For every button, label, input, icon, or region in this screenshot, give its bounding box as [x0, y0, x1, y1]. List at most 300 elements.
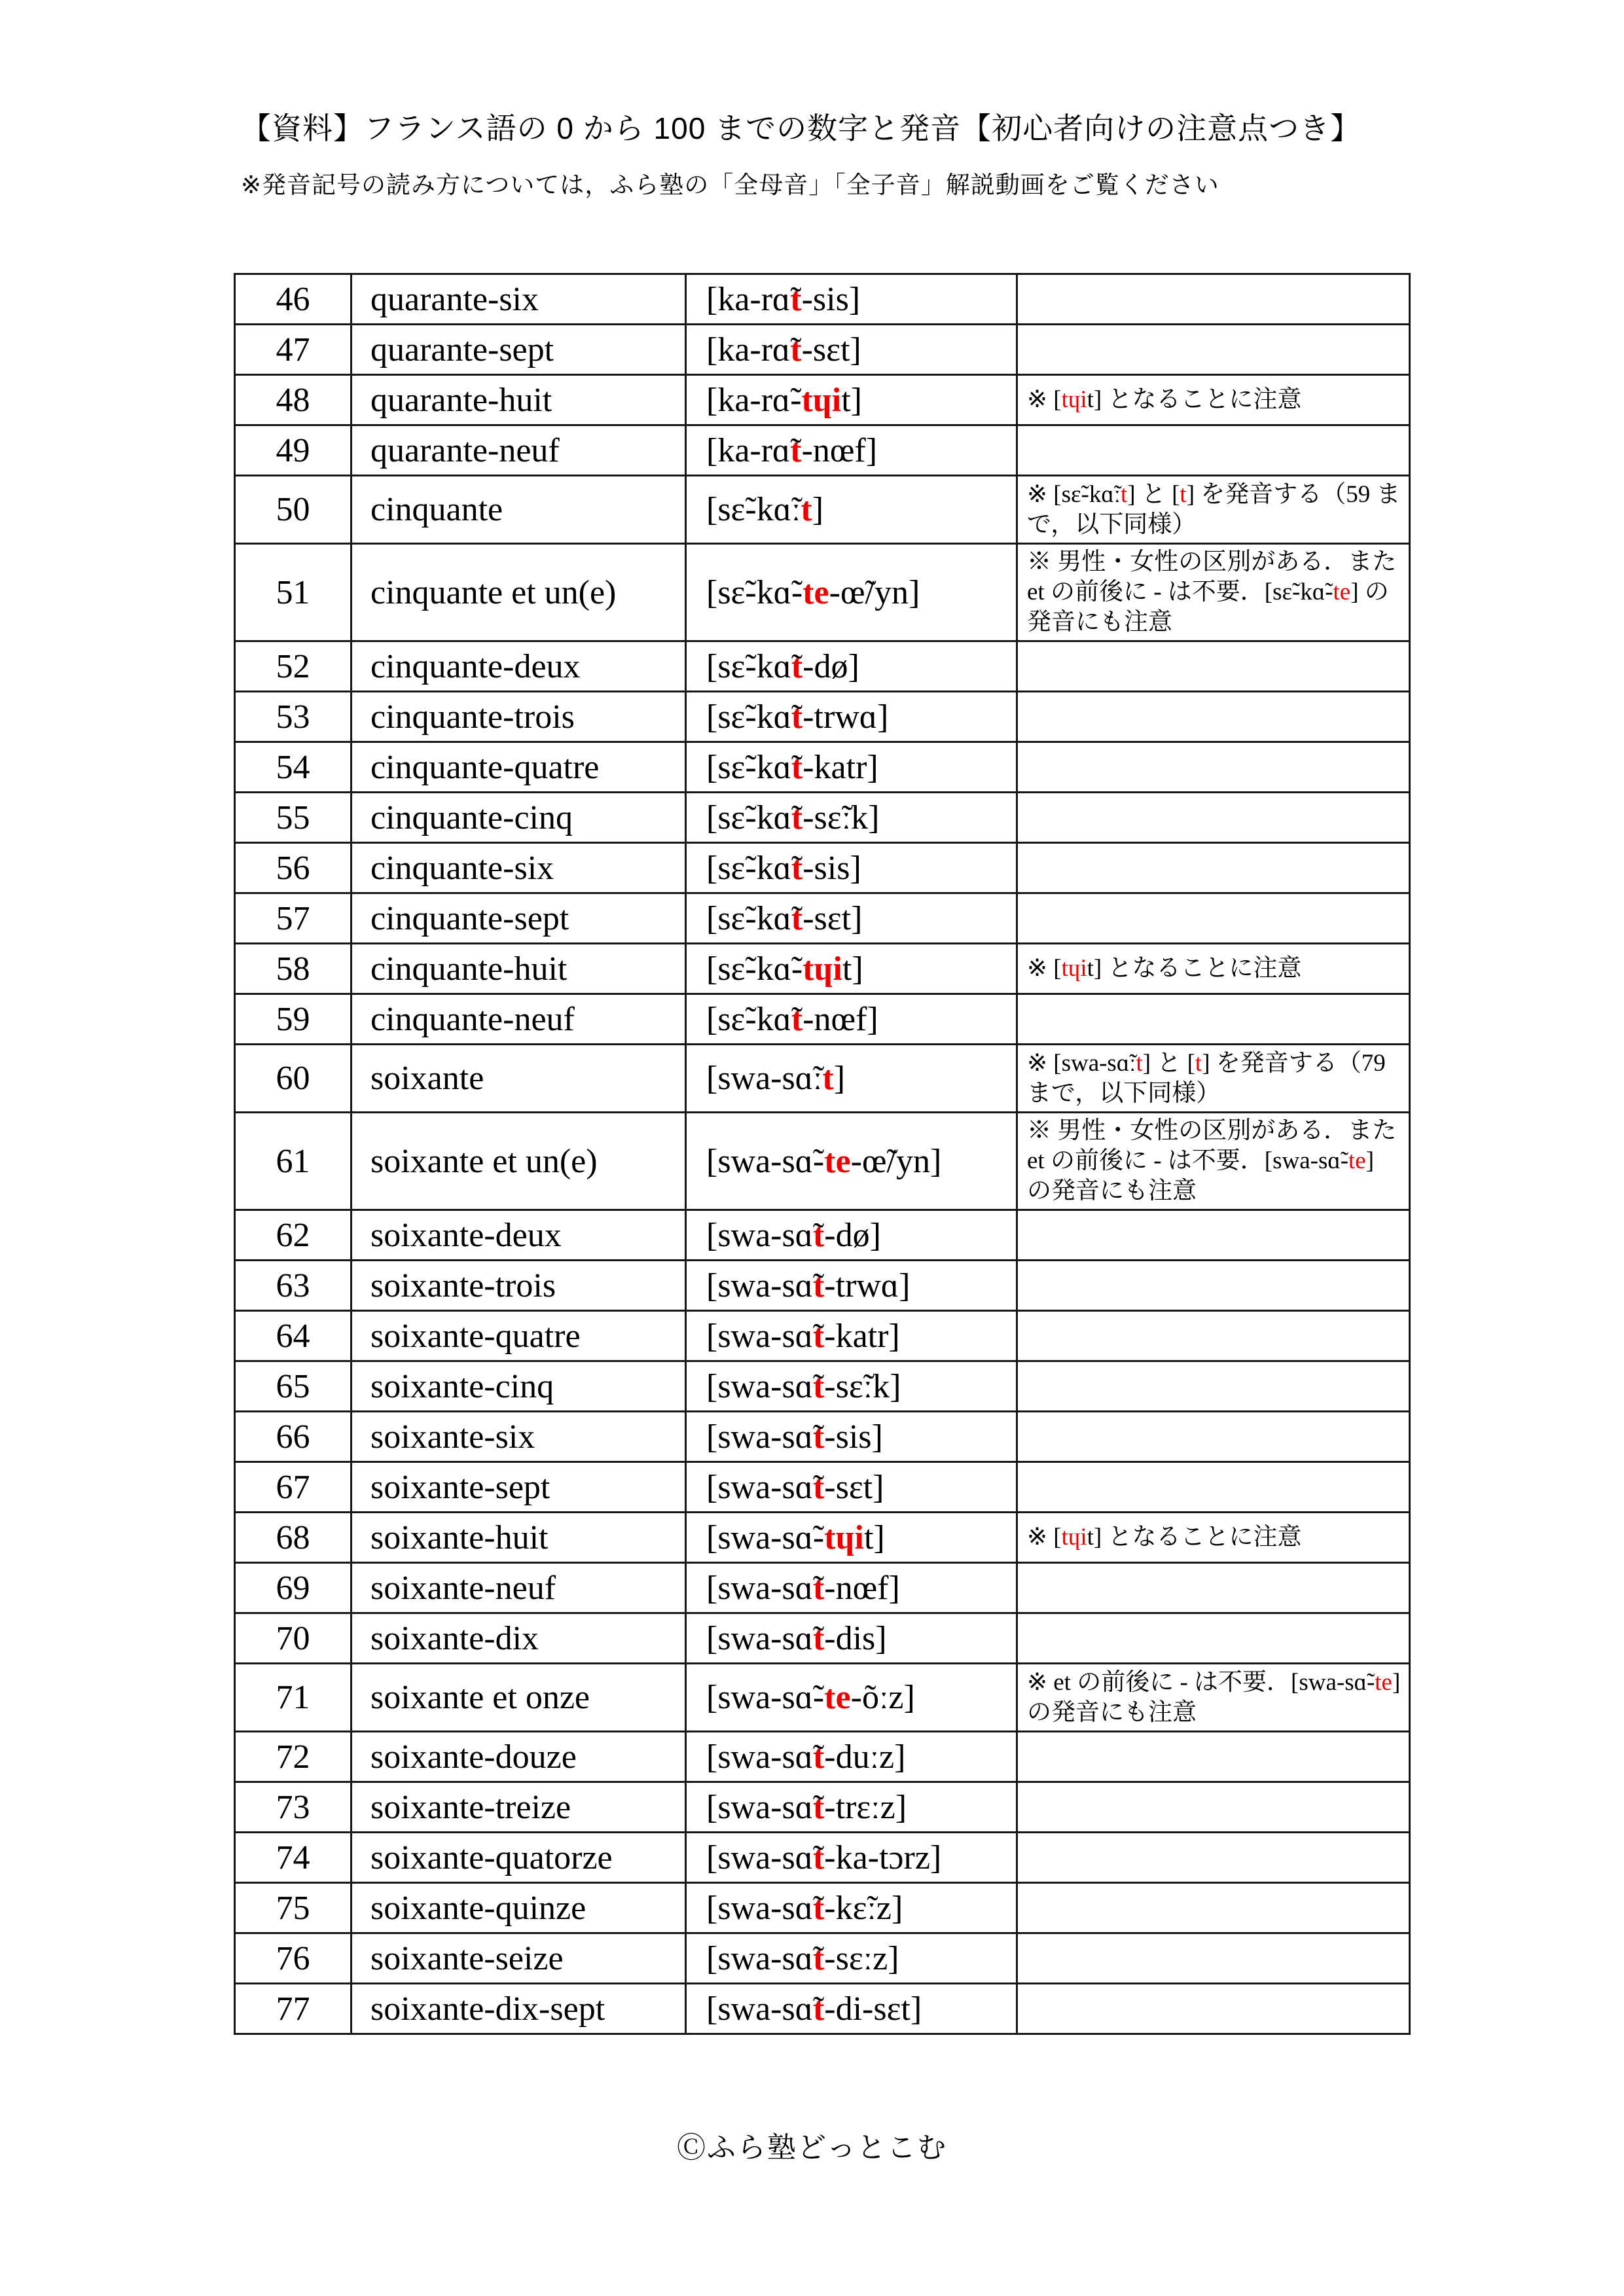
table-row: [235, 1513, 1410, 1563]
text-segment: 71: [276, 1679, 310, 1716]
number-cell: [235, 1732, 352, 1782]
text-segment: t]: [841, 381, 862, 419]
highlighted-segment: t: [812, 1216, 825, 1254]
text-segment: 73: [276, 1788, 310, 1826]
french-word-cell: [352, 641, 686, 692]
french-word-cell: [352, 944, 686, 994]
text-segment: 46: [276, 280, 310, 318]
text-segment: quarante-six: [370, 280, 539, 318]
text-segment: soixante-dix-sept: [370, 1990, 605, 2028]
number-cell: [235, 544, 352, 641]
table-row: [235, 1045, 1410, 1113]
table-row: [235, 1833, 1410, 1883]
text-segment: 65: [276, 1367, 310, 1405]
text-segment: cinquante-sept: [370, 899, 569, 937]
pronunciation-cell: [686, 742, 1017, 793]
number-cell: [235, 1045, 352, 1113]
note-cell: [1017, 1563, 1410, 1613]
text-segment: ※ [swa-sɑ̃ː: [1027, 1049, 1136, 1077]
text-segment: 47: [276, 331, 310, 368]
table-row: [235, 476, 1410, 544]
text-segment: [ka-rɑ̃: [706, 431, 791, 469]
highlighted-segment: t: [812, 1738, 825, 1776]
text-segment: 68: [276, 1518, 310, 1556]
highlighted-segment: tɥi: [1061, 386, 1087, 413]
text-segment: -dø]: [824, 1216, 881, 1254]
text-segment: [swa-sɑ̃: [706, 1839, 813, 1876]
table-row: [235, 375, 1410, 425]
french-word-cell: [352, 692, 686, 742]
number-cell: [235, 1261, 352, 1311]
note-cell: [1017, 1311, 1410, 1361]
text-segment: soixante-deux: [370, 1216, 562, 1254]
french-word-cell: [352, 1462, 686, 1513]
text-segment: quarante-sept: [370, 331, 554, 368]
number-cell: [235, 325, 352, 375]
note-cell: [1017, 1984, 1410, 2034]
number-cell: [235, 375, 352, 425]
table-row: [235, 843, 1410, 893]
text-segment: cinquante et un(e): [370, 573, 617, 611]
highlighted-segment: t: [791, 1000, 803, 1038]
number-cell: [235, 843, 352, 893]
text-segment: soixante-sept: [370, 1468, 550, 1506]
pronunciation-cell: [686, 375, 1017, 425]
french-word-cell: [352, 1045, 686, 1113]
table-row: [235, 1311, 1410, 1361]
table-row: [235, 1984, 1410, 2034]
note-cell: [1017, 994, 1410, 1045]
text-segment: [swa-sɑ̃: [706, 1990, 813, 2028]
french-word-cell: [352, 1261, 686, 1311]
table-row: [235, 692, 1410, 742]
pronunciation-cell: [686, 1462, 1017, 1513]
french-word-cell: [352, 1883, 686, 1933]
highlighted-segment: t: [1136, 1049, 1143, 1077]
text-segment: ]: [812, 491, 824, 528]
table-row: [235, 641, 1410, 692]
text-segment: cinquante-deux: [370, 647, 581, 685]
text-segment: -nœf]: [801, 431, 878, 469]
table-row: [235, 1361, 1410, 1412]
page-header: [241, 105, 1485, 200]
french-word-cell: [352, 994, 686, 1045]
note-cell: [1017, 1261, 1410, 1311]
table-row: [235, 1883, 1410, 1933]
text-segment: -duːz]: [824, 1738, 906, 1776]
table-row: [235, 1613, 1410, 1664]
text-segment: soixante-seize: [370, 1939, 564, 1977]
note-cell: [1017, 1732, 1410, 1782]
text-segment: 66: [276, 1418, 310, 1456]
number-cell: [235, 944, 352, 994]
note-cell: [1017, 1412, 1410, 1462]
text-segment: 76: [276, 1939, 310, 1977]
pronunciation-cell: [686, 1513, 1017, 1563]
french-word-cell: [352, 843, 686, 893]
text-segment: [swa-sɑ̃-: [706, 1518, 825, 1556]
highlighted-segment: t: [790, 280, 802, 318]
text-segment: 49: [276, 431, 310, 469]
text-segment: [swa-sɑ̃: [706, 1468, 813, 1506]
note-cell: [1017, 1113, 1410, 1210]
pronunciation-cell: [686, 1113, 1017, 1210]
text-segment: -dis]: [824, 1619, 887, 1657]
pronunciation-cell: [686, 641, 1017, 692]
highlighted-segment: t: [790, 431, 802, 469]
number-cell: [235, 1664, 352, 1732]
note-cell: [1017, 544, 1410, 641]
text-segment: 64: [276, 1317, 310, 1355]
number-cell: [235, 1513, 352, 1563]
french-word-cell: [352, 1732, 686, 1782]
text-segment: -sis]: [803, 849, 861, 887]
number-cell: [235, 994, 352, 1045]
numbers-pronunciation-table: [234, 273, 1411, 2035]
note-cell: [1017, 843, 1410, 893]
french-word-cell: [352, 1933, 686, 1984]
text-segment: -trwɑ]: [824, 1266, 911, 1304]
text-segment: 61: [276, 1142, 310, 1180]
pronunciation-cell: [686, 1210, 1017, 1261]
note-cell: [1017, 742, 1410, 793]
text-segment: ] を発音する（79 まで，以下同様）: [1027, 1049, 1386, 1107]
text-segment: -nœf]: [824, 1569, 900, 1607]
text-segment: -kɛ̃ːz]: [824, 1889, 903, 1927]
table-body: [235, 274, 1410, 2034]
text-segment: cinquante-quatre: [370, 748, 600, 786]
number-cell: [235, 1412, 352, 1462]
pronunciation-cell: [686, 1664, 1017, 1732]
text-segment: 72: [276, 1738, 310, 1776]
highlighted-segment: t: [791, 798, 803, 836]
table-row: [235, 1113, 1410, 1210]
text-segment: 54: [276, 748, 310, 786]
highlighted-segment: t: [812, 1788, 825, 1826]
pronunciation-cell: [686, 793, 1017, 843]
text-segment: [swa-sɑ̃: [706, 1939, 813, 1977]
highlighted-segment: te: [824, 1679, 851, 1716]
text-segment: soixante-neuf: [370, 1569, 556, 1607]
text-segment: t]: [842, 950, 863, 988]
french-word-cell: [352, 1984, 686, 2034]
note-cell: [1017, 1782, 1410, 1833]
note-cell: [1017, 793, 1410, 843]
highlighted-segment: t: [822, 1060, 834, 1097]
text-segment: quarante-neuf: [370, 431, 560, 469]
text-segment: soixante-quatre: [370, 1317, 581, 1355]
number-cell: [235, 893, 352, 944]
text-segment: ※ 男性・女性の区別がある．また et の前後に - は不要．[sɛ̃-kɑ̃-: [1027, 548, 1397, 605]
french-word-cell: [352, 1613, 686, 1664]
table-row: [235, 1732, 1410, 1782]
number-cell: [235, 692, 352, 742]
text-segment: 63: [276, 1266, 310, 1304]
table-row: [235, 1210, 1410, 1261]
text-segment: [sɛ̃-kɑ̃: [706, 698, 791, 736]
text-segment: ※ [sɛ̃-kɑ̃ː: [1027, 480, 1121, 508]
table-row: [235, 1782, 1410, 1833]
note-cell: [1017, 274, 1410, 325]
highlighted-segment: te: [803, 573, 829, 611]
text-segment: ※ [: [1027, 1524, 1062, 1551]
number-cell: [235, 742, 352, 793]
number-cell: [235, 425, 352, 476]
pronunciation-cell: [686, 843, 1017, 893]
highlighted-segment: tɥi: [801, 381, 842, 419]
note-cell: [1017, 893, 1410, 944]
text-segment: cinquante: [370, 491, 503, 528]
text-segment: 75: [276, 1889, 310, 1927]
number-cell: [235, 1563, 352, 1613]
text-segment: soixante et onze: [370, 1679, 590, 1716]
text-segment: t] となることに注意: [1087, 386, 1302, 413]
text-segment: [swa-sɑ̃-: [706, 1142, 825, 1180]
text-segment: 56: [276, 849, 310, 887]
text-segment: 69: [276, 1569, 310, 1607]
highlighted-segment: t: [791, 698, 803, 736]
highlighted-segment: t: [812, 1418, 825, 1456]
highlighted-segment: t: [790, 331, 802, 368]
text-segment: ] と [: [1142, 1049, 1195, 1077]
text-segment: soixante-dix: [370, 1619, 539, 1657]
highlighted-segment: t: [1180, 480, 1187, 508]
highlighted-segment: t: [812, 1569, 825, 1607]
pronunciation-cell: [686, 692, 1017, 742]
text-segment: soixante-six: [370, 1418, 535, 1456]
pronunciation-cell: [686, 274, 1017, 325]
text-segment: soixante-trois: [370, 1266, 556, 1304]
text-segment: 60: [276, 1060, 310, 1097]
text-segment: t] となることに注意: [1087, 1524, 1302, 1551]
highlighted-segment: t: [1120, 480, 1128, 508]
text-segment: ] の発音にも注意: [1027, 1147, 1375, 1204]
text-segment: 59: [276, 1000, 310, 1038]
highlighted-segment: t: [812, 1990, 825, 2028]
highlighted-segment: te: [1333, 579, 1351, 605]
pronunciation-cell: [686, 1361, 1017, 1412]
copyright: Ⓒふら塾どっとこむ: [676, 2132, 948, 2164]
french-word-cell: [352, 274, 686, 325]
text-segment: soixante-quatorze: [370, 1839, 613, 1876]
text-segment: [sɛ̃-kɑ̃: [706, 849, 791, 887]
number-cell: [235, 793, 352, 843]
text-segment: 67: [276, 1468, 310, 1506]
text-segment: 77: [276, 1990, 310, 2028]
pronunciation-cell: [686, 544, 1017, 641]
pronunciation-cell: [686, 1732, 1017, 1782]
note-cell: [1017, 375, 1410, 425]
text-segment: 55: [276, 798, 310, 836]
highlighted-segment: tɥi: [1061, 1524, 1087, 1551]
highlighted-segment: t: [812, 1367, 825, 1405]
number-cell: [235, 1462, 352, 1513]
number-cell: [235, 1113, 352, 1210]
pronunciation-cell: [686, 1261, 1017, 1311]
table-row: [235, 893, 1410, 944]
pronunciation-cell: [686, 1833, 1017, 1883]
highlighted-segment: tɥi: [803, 950, 842, 988]
table-row: [235, 425, 1410, 476]
french-word-cell: [352, 793, 686, 843]
highlighted-segment: tɥi: [1061, 955, 1087, 982]
pronunciation-cell: [686, 1311, 1017, 1361]
number-cell: [235, 1883, 352, 1933]
text-segment: 48: [276, 381, 310, 419]
table-row: [235, 325, 1410, 375]
french-word-cell: [352, 1113, 686, 1210]
text-segment: [sɛ̃-kɑ̃: [706, 1000, 791, 1038]
french-word-cell: [352, 1513, 686, 1563]
french-word-cell: [352, 325, 686, 375]
text-segment: soixante et un(e): [370, 1142, 598, 1180]
text-segment: -sɛːz]: [824, 1939, 899, 1977]
text-segment: -sɛt]: [824, 1468, 884, 1506]
table-row: [235, 544, 1410, 641]
text-segment: [swa-sɑ̃ː: [706, 1060, 823, 1097]
text-segment: [swa-sɑ̃: [706, 1418, 813, 1456]
highlighted-segment: t: [812, 1317, 825, 1355]
text-segment: [ka-rɑ̃: [706, 280, 791, 318]
text-segment: -sis]: [801, 280, 861, 318]
text-segment: -õːz]: [850, 1679, 915, 1716]
text-segment: 74: [276, 1839, 310, 1876]
note-cell: [1017, 1664, 1410, 1732]
text-segment: soixante-huit: [370, 1518, 549, 1556]
highlighted-segment: t: [791, 647, 803, 685]
highlighted-segment: t: [791, 849, 803, 887]
text-segment: [swa-sɑ̃: [706, 1266, 813, 1304]
text-segment: [swa-sɑ̃: [706, 1788, 813, 1826]
french-word-cell: [352, 1782, 686, 1833]
pronunciation-cell: [686, 325, 1017, 375]
text-segment: cinquante-cinq: [370, 798, 573, 836]
table-row: [235, 1563, 1410, 1613]
french-word-cell: [352, 1361, 686, 1412]
number-cell: [235, 1933, 352, 1984]
number-cell: [235, 641, 352, 692]
pronunciation-cell: [686, 1984, 1017, 2034]
text-segment: t] となることに注意: [1087, 955, 1302, 982]
text-segment: cinquante-neuf: [370, 1000, 575, 1038]
text-segment: -katr]: [803, 748, 878, 786]
french-word-cell: [352, 1664, 686, 1732]
french-word-cell: [352, 425, 686, 476]
text-segment: -sɛt]: [803, 899, 863, 937]
text-segment: -œ̃/yn]: [829, 573, 920, 611]
pronunciation-cell: [686, 1613, 1017, 1664]
pronunciation-cell: [686, 893, 1017, 944]
pronunciation-cell: [686, 1412, 1017, 1462]
text-segment: ] と [: [1127, 480, 1180, 508]
note-cell: [1017, 325, 1410, 375]
text-segment: soixante-cinq: [370, 1367, 554, 1405]
table-row: [235, 1933, 1410, 1984]
note-cell: [1017, 1361, 1410, 1412]
text-segment: 70: [276, 1619, 310, 1657]
pronunciation-cell: [686, 1045, 1017, 1113]
french-word-cell: [352, 1833, 686, 1883]
highlighted-segment: t: [791, 748, 803, 786]
text-segment: 52: [276, 647, 310, 685]
number-cell: [235, 1782, 352, 1833]
number-cell: [235, 274, 352, 325]
note-cell: [1017, 1883, 1410, 1933]
text-segment: [swa-sɑ̃: [706, 1216, 813, 1254]
note-cell: [1017, 1833, 1410, 1883]
number-cell: [235, 1833, 352, 1883]
text-segment: -katr]: [824, 1317, 900, 1355]
note-cell: [1017, 1210, 1410, 1261]
text-segment: [sɛ̃-kɑ̃-: [706, 950, 803, 988]
highlighted-segment: t: [812, 1468, 825, 1506]
highlighted-segment: t: [812, 1839, 825, 1876]
text-segment: -nœf]: [803, 1000, 878, 1038]
note-cell: [1017, 944, 1410, 994]
highlighted-segment: t: [812, 1266, 825, 1304]
text-segment: cinquante-huit: [370, 950, 568, 988]
text-segment: ] の発音にも注意: [1027, 579, 1389, 636]
pronunciation-cell: [686, 1883, 1017, 1933]
text-segment: -trwɑ]: [803, 698, 889, 736]
highlighted-segment: t: [812, 1619, 825, 1657]
note-cell: [1017, 641, 1410, 692]
text-segment: cinquante-trois: [370, 698, 575, 736]
text-segment: 53: [276, 698, 310, 736]
text-segment: 62: [276, 1216, 310, 1254]
highlighted-segment: te: [1348, 1147, 1366, 1174]
pronunciation-cell: [686, 944, 1017, 994]
page-subtitle: ※発音記号の読み方については，ふら塾の「全母音」「全子音」解説動画をご覧ください: [241, 171, 1219, 198]
text-segment: -sis]: [824, 1418, 883, 1456]
french-word-cell: [352, 1563, 686, 1613]
text-segment: [sɛ̃-kɑ̃: [706, 798, 791, 836]
text-segment: [swa-sɑ̃: [706, 1367, 813, 1405]
text-segment: -di-sɛt]: [824, 1990, 922, 2028]
table-row: [235, 1412, 1410, 1462]
table-row: [235, 793, 1410, 843]
note-cell: [1017, 1613, 1410, 1664]
note-cell: [1017, 1462, 1410, 1513]
highlighted-segment: t: [791, 899, 803, 937]
table-row: [235, 742, 1410, 793]
text-segment: [swa-sɑ̃-: [706, 1679, 825, 1716]
number-cell: [235, 1613, 352, 1664]
highlighted-segment: te: [1375, 1668, 1392, 1696]
text-segment: [swa-sɑ̃: [706, 1889, 813, 1927]
number-cell: [235, 1311, 352, 1361]
highlighted-segment: tɥi: [824, 1518, 864, 1556]
pronunciation-cell: [686, 1563, 1017, 1613]
table-row: [235, 1261, 1410, 1311]
text-segment: ※ 男性・女性の区別がある．また et の前後に - は不要．[swa-sɑ̃-: [1027, 1117, 1397, 1174]
text-segment: 58: [276, 950, 310, 988]
text-segment: -œ̃/yn]: [850, 1142, 942, 1180]
pronunciation-cell: [686, 1782, 1017, 1833]
french-word-cell: [352, 742, 686, 793]
french-word-cell: [352, 476, 686, 544]
table-row: [235, 1664, 1410, 1732]
number-cell: [235, 1210, 352, 1261]
text-segment: ※ [: [1027, 386, 1062, 413]
table-row: [235, 1462, 1410, 1513]
note-cell: [1017, 692, 1410, 742]
text-segment: [ka-rɑ̃: [706, 331, 791, 368]
text-segment: soixante: [370, 1060, 484, 1097]
text-segment: quarante-huit: [370, 381, 552, 419]
text-segment: ※ et の前後に - は不要．[swa-sɑ̃-: [1027, 1668, 1375, 1696]
text-segment: [sɛ̃-kɑ̃: [706, 647, 791, 685]
